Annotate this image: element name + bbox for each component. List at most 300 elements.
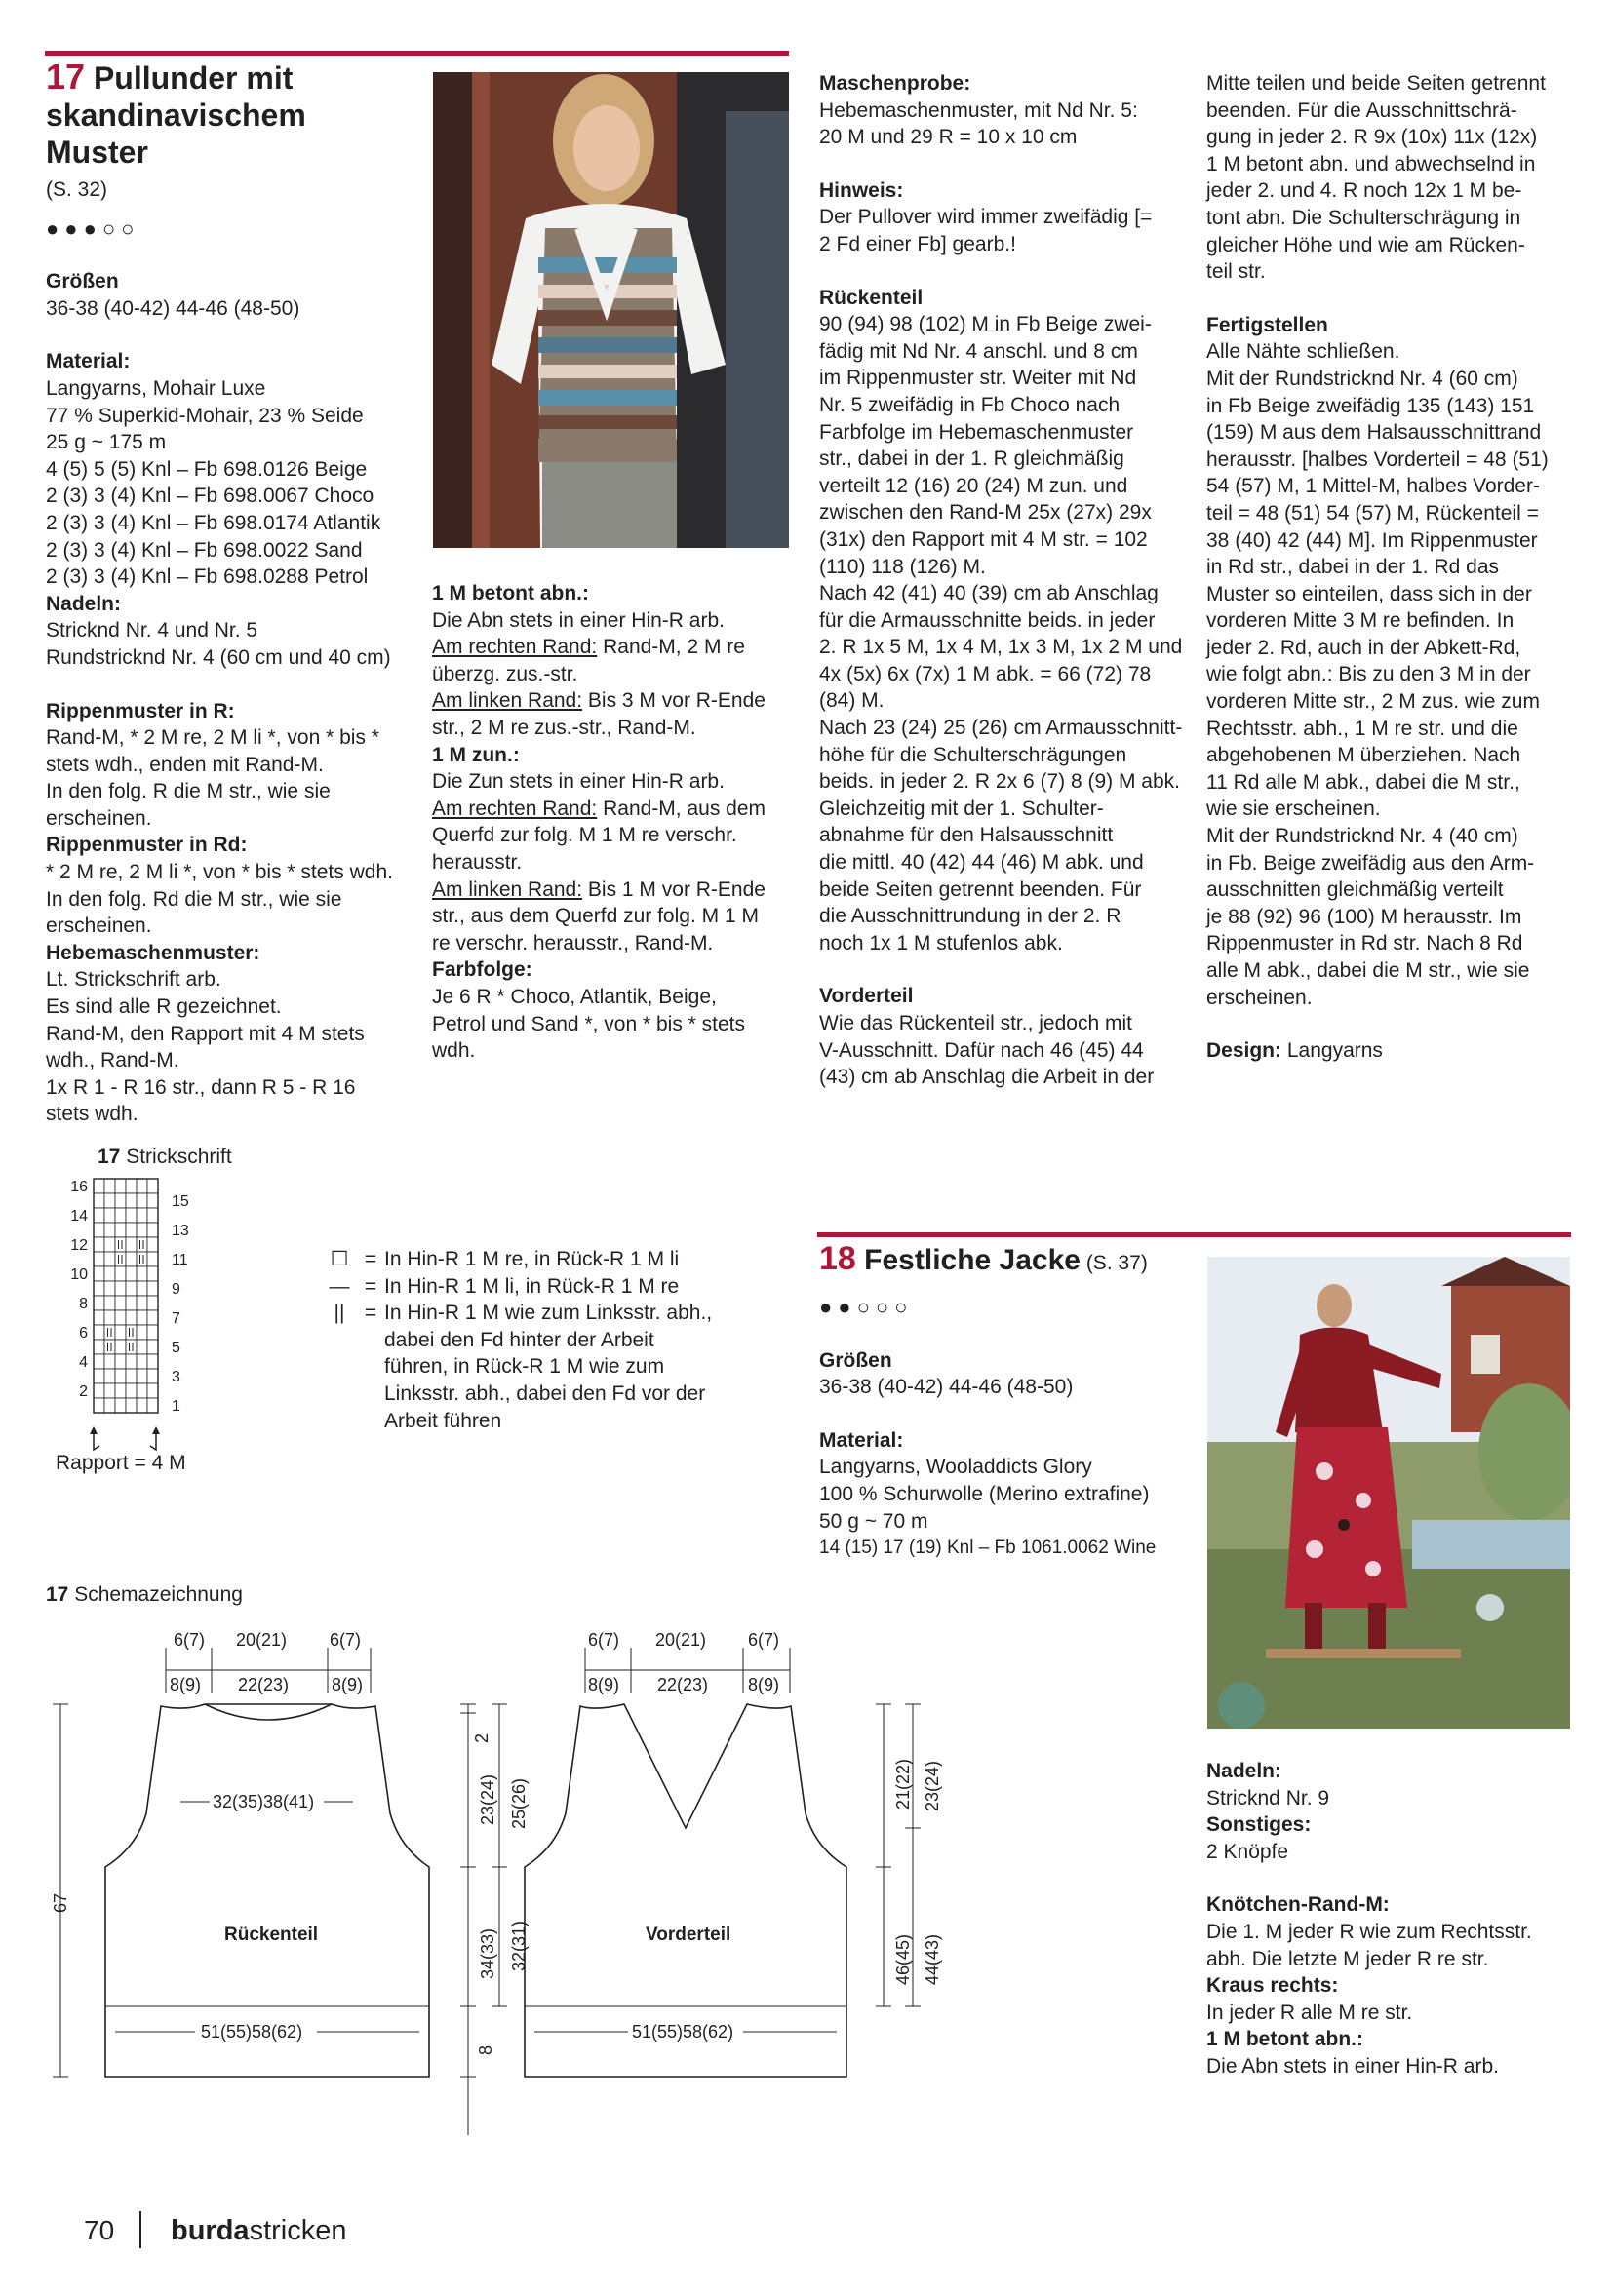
chart-cell <box>126 1383 137 1398</box>
row-number-left: 2 <box>79 1383 88 1400</box>
chart-cell <box>126 1208 137 1223</box>
chart-title <box>98 1144 390 1171</box>
article-number: 17 <box>46 57 86 97</box>
dim-label: 8(9) <box>588 1675 620 1694</box>
back-section-line: für die Armausschnitte beids. in jeder <box>819 608 1156 632</box>
chart-cell <box>137 1296 147 1310</box>
slip-stitch-line: Rand-M, den Rapport mit 4 M stets <box>46 1022 365 1045</box>
chart-cell <box>115 1398 126 1413</box>
back-piece-outline <box>105 1704 429 2077</box>
legend-symbol-purl: — <box>329 1274 350 1298</box>
chart-cell <box>126 1310 137 1325</box>
chart-cell <box>147 1208 158 1223</box>
back-section-line: Nr. 5 zweifädig in Fb Choco nach <box>819 393 1121 416</box>
dim-label: 20(21) <box>655 1630 707 1650</box>
needles-line: Stricknd Nr. 4 und Nr. 5 <box>46 619 258 642</box>
sizes-value: 36-38 (40-42) 44-46 (48-50) <box>46 296 300 320</box>
chart-cell <box>104 1237 115 1252</box>
legend-text-block <box>384 1300 712 1434</box>
increase-right-text: herausstr. <box>432 850 523 874</box>
chart-cell <box>94 1325 104 1340</box>
dim-label: 6(7) <box>588 1630 620 1650</box>
chart-cell <box>126 1325 137 1340</box>
legend-row <box>322 1300 751 1434</box>
chart-title-number: 17 <box>98 1146 121 1168</box>
back-section-line: zwischen den Rand-M 25x (27x) 29x <box>819 501 1152 525</box>
finishing-line: Muster so einteilen, dass sich in der <box>1206 582 1532 605</box>
chart-cell <box>115 1179 126 1193</box>
finishing-line: Rechtsstr. abh., 1 M re str. und die <box>1206 717 1518 740</box>
design-value: Langyarns <box>1281 1039 1383 1063</box>
page-ref: (S. 37) <box>1080 1252 1148 1274</box>
chart-cell <box>104 1179 115 1193</box>
finishing-line: vorderen Mitte str., 2 M zus. wie zum <box>1206 690 1540 714</box>
dim-label: 22(23) <box>657 1675 709 1694</box>
material-line: Langyarns, Wooladdicts Glory <box>819 1456 1092 1479</box>
back-section-line: noch 1x 1 M stufenlos abk. <box>819 931 1063 954</box>
chart-cell <box>126 1252 137 1266</box>
row-number-right: 15 <box>172 1193 189 1210</box>
chart-cell <box>94 1193 104 1208</box>
chart-cell <box>137 1179 147 1193</box>
design-credit <box>1206 1037 1577 1065</box>
title-line-2: skandinavischem Muster <box>46 97 306 170</box>
knitting-chart <box>59 1175 234 1487</box>
chart-cell <box>94 1223 104 1237</box>
front-continuation-line: teil str. <box>1206 260 1266 284</box>
rapport-mark-left <box>94 1440 99 1450</box>
knitting-chart-svg <box>59 1175 234 1487</box>
chart-cell <box>147 1325 158 1340</box>
chart-cell <box>147 1340 158 1354</box>
increase-left-text: Bis 1 M vor R-Ende <box>582 877 766 901</box>
chart-cell <box>115 1237 126 1252</box>
back-section-line: str., dabei in der 1. R gleichmäßig <box>819 448 1124 471</box>
rapport-mark-right <box>150 1440 156 1450</box>
finishing-line: abgehobenen M überziehen. Nach <box>1206 744 1521 767</box>
row-number-left: 8 <box>79 1296 88 1312</box>
chart-cell <box>104 1193 115 1208</box>
chart-cell <box>94 1340 104 1354</box>
finishing-line: vorderen Mitte 3 M re befinden. In <box>1206 609 1515 633</box>
dim-label: 2 <box>472 1732 492 1743</box>
slip-stitch-line: Es sind alle R gezeichnet. <box>46 995 282 1019</box>
chart-cell <box>137 1340 147 1354</box>
row-number-left: 12 <box>70 1237 88 1254</box>
decrease-left-label: Am linken Rand: <box>432 689 583 713</box>
note-label: Hinweis: <box>819 178 904 202</box>
chart-cell <box>126 1193 137 1208</box>
column-1 <box>46 58 416 1128</box>
chart-cell <box>115 1369 126 1383</box>
decrease-left-text: str., 2 M re zus.-str., Rand-M. <box>432 716 696 739</box>
chart-title-text: Strickschrift <box>120 1146 232 1168</box>
dim-label: 6(7) <box>748 1630 780 1650</box>
dim-label: 6(7) <box>330 1630 362 1650</box>
row-number-left: 10 <box>70 1266 88 1283</box>
title-text: Festliche Jacke <box>864 1244 1081 1276</box>
dim-label: 23(24) <box>478 1773 497 1825</box>
chart-cell <box>147 1266 158 1281</box>
needles-line: Stricknd Nr. 9 <box>1206 1786 1330 1810</box>
design-label: Design: <box>1206 1039 1282 1063</box>
chart-cell <box>94 1281 104 1296</box>
chart-cell <box>115 1296 126 1310</box>
front-continuation-line: gleicher Höhe und wie am Rücken- <box>1206 233 1525 256</box>
footer-brand <box>171 2213 346 2248</box>
chart-cell <box>137 1398 147 1413</box>
dim-label: 51(55)58(62) <box>632 2022 734 2042</box>
chart-cell <box>137 1310 147 1325</box>
knot-edge-label: Knötchen-Rand-M: <box>1206 1893 1390 1917</box>
chart-cell <box>126 1237 137 1252</box>
increase-right-text: Querfd zur folg. M 1 M re verschr. <box>432 824 737 847</box>
legend-text: führen, in Rück-R 1 M wie zum <box>384 1355 665 1379</box>
rapport-label: Rapport = 4 M <box>56 1452 186 1474</box>
brand-bold: burda <box>171 2215 250 2246</box>
legend-equals: = <box>364 1248 377 1270</box>
chart-cell <box>115 1310 126 1325</box>
dim-label: 8 <box>476 2044 495 2055</box>
footer-divider <box>139 2211 141 2248</box>
legend-text: dabei den Fd hinter der Arbeit <box>384 1328 654 1351</box>
finishing-line: Mit der Rundstricknd Nr. 4 (60 cm) <box>1206 367 1518 390</box>
legend-text: Linksstr. abh., dabei den Fd vor der <box>384 1381 706 1405</box>
gauge-line: Hebemaschenmuster, mit Nd Nr. 5: <box>819 98 1138 122</box>
back-section-line: (31x) den Rapport mit 4 M str. = 102 <box>819 527 1148 551</box>
chart-cell <box>115 1266 126 1281</box>
back-section-line: 2. R 1x 5 M, 1x 4 M, 1x 3 M, 1x 2 M und <box>819 636 1183 659</box>
chart-cell <box>115 1208 126 1223</box>
chart-cell <box>137 1266 147 1281</box>
chart-cell <box>147 1252 158 1266</box>
finishing-line: erscheinen. <box>1206 986 1313 1009</box>
chart-cell <box>115 1193 126 1208</box>
chart-cell <box>104 1369 115 1383</box>
chart-cell <box>137 1383 147 1398</box>
chart-cell <box>126 1354 137 1369</box>
back-section-line: 90 (94) 98 (102) M in Fb Beige zwei- <box>819 313 1152 336</box>
dim-label: 8(9) <box>332 1675 364 1694</box>
chart-cell <box>115 1325 126 1340</box>
photo-vest-model <box>433 72 789 548</box>
column-2 <box>432 580 803 1065</box>
decrease-right-label: Am rechten Rand: <box>432 636 598 659</box>
legend-text: In Hin-R 1 M re, in Rück-R 1 M li <box>384 1248 680 1270</box>
slip-stitch-line: wdh., Rand-M. <box>46 1049 179 1072</box>
page-ref: (S. 32) <box>46 178 108 201</box>
chart-cell <box>94 1310 104 1325</box>
increase-right <box>432 796 803 823</box>
material-line: 100 % Schurwolle (Merino extrafine) <box>819 1482 1150 1505</box>
legend-text: In Hin-R 1 M wie zum Linksstr. abh., <box>384 1302 713 1325</box>
chart-cell <box>115 1223 126 1237</box>
accent-bar-article18 <box>817 1232 1571 1237</box>
material-line: 25 g ~ 175 m <box>46 431 167 454</box>
article18-column-2 <box>1206 1758 1577 2081</box>
decrease-label: 1 M betont abn.: <box>1206 2028 1363 2051</box>
increase-left <box>432 876 803 904</box>
material-list <box>46 375 416 591</box>
article-number: 18 <box>819 1240 856 1277</box>
row-number-right: 13 <box>172 1223 189 1239</box>
chart-cell <box>126 1369 137 1383</box>
legend-symbol-knit: ☐ <box>330 1248 349 1270</box>
sizes-value: 36-38 (40-42) 44-46 (48-50) <box>819 1376 1074 1399</box>
finishing-line: in Fb. Beige zweifädig aus den Arm- <box>1206 851 1535 875</box>
row-number-right: 7 <box>172 1310 180 1327</box>
schematic-drawing <box>39 1618 956 2135</box>
other-line: 2 Knöpfe <box>1206 1840 1289 1863</box>
knot-edge-line: Die 1. M jeder R wie zum Rechtsstr. <box>1206 1920 1532 1943</box>
article18-title <box>819 1240 1200 1282</box>
note-line: Der Pullover wird immer zweifädig [= <box>819 206 1153 229</box>
dim-label: 67 <box>51 1892 70 1913</box>
chart-cell <box>126 1340 137 1354</box>
rib-rounds-line: erscheinen. <box>46 915 152 938</box>
finishing-line: ausschnitten gleichmäßig verteilt <box>1206 878 1504 902</box>
chart-cell <box>147 1310 158 1325</box>
sizes-label: Größen <box>46 270 119 293</box>
back-section-line: fädig mit Nd Nr. 4 anschl. und 8 cm <box>819 339 1138 363</box>
finishing-line: herausstr. [halbes Vorderteil = 48 (51) <box>1206 448 1549 471</box>
slip-stitch-label: Hebemaschenmuster: <box>46 941 260 964</box>
back-section-line: abnahme für den Halsausschnitt <box>819 824 1114 847</box>
chart-cell <box>94 1369 104 1383</box>
front-section-label: Vorderteil <box>819 985 914 1008</box>
dim-label: 22(23) <box>238 1675 290 1694</box>
front-section-line: Wie das Rückenteil str., jedoch mit <box>819 1012 1132 1034</box>
increase-left-label: Am linken Rand: <box>432 877 583 901</box>
material-line: 2 (3) 3 (4) Knl – Fb 698.0022 Sand <box>46 538 363 562</box>
column-4 <box>1206 70 1577 1065</box>
knot-edge-line: abh. Die letzte M jeder R re str. <box>1206 1947 1489 1970</box>
decrease-label: 1 M betont abn.: <box>432 582 589 604</box>
back-section-line: Nach 42 (41) 40 (39) cm ab Anschlag <box>819 582 1159 605</box>
chart-cell <box>137 1325 147 1340</box>
front-continuation <box>1206 70 1577 286</box>
color-sequence-label: Farbfolge: <box>432 958 532 982</box>
gauge-line: 20 M und 29 R = 10 x 10 cm <box>819 126 1078 149</box>
brand-rest: stricken <box>249 2215 347 2246</box>
increase-left-text: re verschr. herausstr., Rand-M. <box>432 931 714 954</box>
decrease-line: Die Abn stets in einer Hin-R arb. <box>432 608 725 632</box>
rib-rounds-label: Rippenmuster in Rd: <box>46 834 248 857</box>
chart-cell <box>147 1237 158 1252</box>
finishing-line: wie folgt abn.: Bis zu den 3 M in der <box>1206 663 1531 686</box>
chart-cell <box>126 1281 137 1296</box>
finishing-line: Rippenmuster in Rd str. Nach 8 Rd <box>1206 932 1523 955</box>
finishing-line: Mit der Rundstricknd Nr. 4 (40 cm) <box>1206 825 1518 848</box>
chart-cell <box>94 1296 104 1310</box>
dim-label: 21(22) <box>893 1758 913 1810</box>
chart-cell <box>94 1179 104 1193</box>
decrease-left <box>432 687 803 715</box>
finishing-line: in Rd str., dabei in der 1. Rd das <box>1206 556 1499 579</box>
increase-line: Die Zun stets in einer Hin-R arb. <box>432 770 725 794</box>
row-number-right: 11 <box>172 1252 188 1268</box>
back-section-line: Nach 23 (24) 25 (26) cm Armausschnitt- <box>819 717 1183 740</box>
legend-symbol-slip: || <box>334 1302 345 1325</box>
back-section-line: Farbfolge im Hebemaschenmuster <box>819 420 1134 444</box>
material-label: Material: <box>46 350 131 373</box>
legend-text: In Hin-R 1 M li, in Rück-R 1 M re <box>384 1274 680 1298</box>
row-number-left: 14 <box>70 1208 88 1225</box>
finishing-text <box>1206 338 1577 1011</box>
chart-cell <box>147 1281 158 1296</box>
finishing-line: Alle Nähte schließen. <box>1206 340 1400 364</box>
back-piece-label: Rückenteil <box>224 1925 319 1945</box>
chart-cell <box>137 1354 147 1369</box>
photo-jacket-model <box>1207 1257 1570 1729</box>
needles-label: Nadeln: <box>46 592 122 615</box>
chart-cell <box>104 1252 115 1266</box>
gauge-label: Maschenprobe: <box>819 72 971 95</box>
rib-rows-label: Rippenmuster in R: <box>46 699 235 722</box>
increase-right-label: Am rechten Rand: <box>432 797 598 820</box>
front-continuation-line: 1 M betont abn. und abwechselnd in <box>1206 152 1536 175</box>
finishing-line: (159) M aus dem Halsausschnittrand <box>1206 421 1542 445</box>
chart-cell <box>115 1383 126 1398</box>
dim-label: 46(45) <box>893 1933 913 1985</box>
back-section-line: Gleichzeitig mit der 1. Schulter- <box>819 797 1104 820</box>
slip-stitch-line: 1x R 1 - R 16 str., dann R 5 - R 16 <box>46 1075 356 1099</box>
other-label: Sonstiges: <box>1206 1813 1312 1837</box>
finishing-line: wie sie erscheinen. <box>1206 798 1381 821</box>
dim-label: 34(33) <box>478 1927 497 1979</box>
needles-label: Nadeln: <box>1206 1760 1282 1782</box>
material-line: 2 (3) 3 (4) Knl – Fb 698.0288 Petrol <box>46 565 369 589</box>
material-line: 2 (3) 3 (4) Knl – Fb 698.0067 Choco <box>46 485 374 508</box>
chart-cell <box>104 1340 115 1354</box>
front-section-line: (43) cm ab Anschlag die Arbeit in der <box>819 1066 1155 1089</box>
chart-cell <box>137 1369 147 1383</box>
chart-cell <box>104 1383 115 1398</box>
increase-right-text: Rand-M, aus dem <box>597 797 767 820</box>
rapport-arrowhead-left <box>90 1426 98 1434</box>
accent-bar-left <box>45 51 789 56</box>
decrease-right <box>432 634 803 661</box>
back-section-line: 4x (5x) 6x (7x) 1 M abk. = 66 (72) 78 <box>819 662 1152 685</box>
front-continuation-line: Mitte teilen und beide Seiten getrennt <box>1206 72 1546 95</box>
chart-cell <box>147 1296 158 1310</box>
chart-cell <box>104 1281 115 1296</box>
dim-label: 25(26) <box>509 1777 529 1829</box>
finishing-line: teil = 48 (51) 54 (57) M, Rückenteil = <box>1206 501 1539 525</box>
material-line: 2 (3) 3 (4) Knl – Fb 698.0174 Atlantik <box>46 511 381 534</box>
legend-row <box>322 1246 751 1273</box>
row-number-right: 3 <box>172 1369 180 1385</box>
row-number-right: 9 <box>172 1281 180 1298</box>
back-section-line: (84) M. <box>819 689 885 713</box>
chart-legend <box>322 1246 751 1434</box>
rib-rows-line: stets wdh., enden mit Rand-M. <box>46 753 324 776</box>
chart-cell <box>147 1398 158 1413</box>
finishing-line: 11 Rd alle M abk., dabei die M str., <box>1206 770 1520 794</box>
column-3 <box>819 70 1190 1091</box>
back-section-line: die Ausschnittrundung in der 2. R <box>819 905 1121 928</box>
chart-cell <box>126 1223 137 1237</box>
material-label: Material: <box>819 1428 904 1452</box>
material-line: 77 % Superkid-Mohair, 23 % Seide <box>46 404 364 427</box>
slip-stitch-line: Lt. Strickschrift arb. <box>46 968 221 992</box>
chart-cell <box>94 1398 104 1413</box>
chart-cell <box>147 1179 158 1193</box>
front-continuation-line: gung in jeder 2. R 9x (10x) 11x (12x) <box>1206 126 1538 149</box>
decrease-right-text: Rand-M, 2 M re <box>597 636 745 659</box>
front-continuation-line: beenden. Für die Ausschnittschrä- <box>1206 98 1517 122</box>
increase-left-text: str., aus dem Querfd zur folg. M 1 M <box>432 905 759 928</box>
rib-rounds-line: In den folg. Rd die M str., wie sie <box>46 887 342 911</box>
chart-cell <box>115 1354 126 1369</box>
difficulty-rating: ●●○○○ <box>819 1295 914 1319</box>
dim-label: 44(43) <box>923 1933 942 1985</box>
chart-cell <box>104 1208 115 1223</box>
page-number: 70 <box>84 2215 115 2245</box>
back-section-line: die mittl. 40 (42) 44 (46) M abk. und <box>819 851 1144 875</box>
front-section-line: V-Ausschnitt. Dafür nach 46 (45) 44 <box>819 1038 1144 1062</box>
dim-label: 51(55)58(62) <box>201 2022 303 2042</box>
sizes-label: Größen <box>819 1348 892 1372</box>
material-line: 14 (15) 17 (19) Knl – Fb 1061.0062 Wine <box>819 1537 1157 1559</box>
chart-cell <box>104 1296 115 1310</box>
finishing-line: 54 (57) M, 1 Mittel-M, halbes Vorder- <box>1206 475 1540 498</box>
front-piece-outline <box>525 1704 846 2077</box>
legend-row <box>322 1273 751 1301</box>
color-sequence-line: Je 6 R * Choco, Atlantik, Beige, <box>432 985 717 1008</box>
chart-cell <box>94 1208 104 1223</box>
row-number-right: 1 <box>172 1398 180 1415</box>
rib-rows-line: Rand-M, * 2 M re, 2 M li *, von * bis * <box>46 726 379 750</box>
note-line: 2 Fd einer Fb] gearb.! <box>819 232 1016 255</box>
color-sequence-line: wdh. <box>432 1039 476 1063</box>
chart-cell <box>137 1223 147 1237</box>
chart-cell <box>115 1252 126 1266</box>
row-number-left: 4 <box>79 1354 88 1371</box>
rapport-arrowhead-right <box>152 1426 160 1434</box>
chart-cell <box>137 1281 147 1296</box>
dim-label: 8(9) <box>170 1675 202 1694</box>
dim-label: 23(24) <box>923 1760 942 1811</box>
chart-cell <box>104 1398 115 1413</box>
dim-label: 32(31) <box>509 1920 529 1971</box>
chart-cell <box>147 1383 158 1398</box>
finishing-line: alle M abk., dabei die M str., wie sie <box>1206 959 1530 982</box>
back-section-line: (110) 118 (126) M. <box>819 555 986 578</box>
chart-cell <box>147 1193 158 1208</box>
material-line: Langyarns, Mohair Luxe <box>46 376 266 400</box>
chart-cell <box>147 1223 158 1237</box>
decrease-left-text: Bis 3 M vor R-Ende <box>582 689 766 713</box>
chart-cell <box>126 1179 137 1193</box>
dim-label: 6(7) <box>174 1630 206 1650</box>
article18-column <box>819 1240 1200 1561</box>
chart-cell <box>126 1296 137 1310</box>
chart-cell <box>104 1310 115 1325</box>
decrease-right-text: überzg. zus.-str. <box>432 662 578 685</box>
finishing-label: Fertigstellen <box>1206 313 1328 336</box>
chart-cell <box>104 1354 115 1369</box>
schema-title-number: 17 <box>46 1583 69 1606</box>
chart-cell <box>137 1237 147 1252</box>
chart-cell <box>137 1252 147 1266</box>
chart-cell <box>126 1398 137 1413</box>
increase-label: 1 M zun.: <box>432 743 520 766</box>
legend-text: Arbeit führen <box>384 1409 502 1432</box>
back-section-line: im Rippenmuster str. Weiter mit Nd <box>819 367 1137 390</box>
color-sequence-line: Petrol und Sand *, von * bis * stets <box>432 1012 746 1035</box>
slip-stitch-line: stets wdh. <box>46 1103 138 1126</box>
